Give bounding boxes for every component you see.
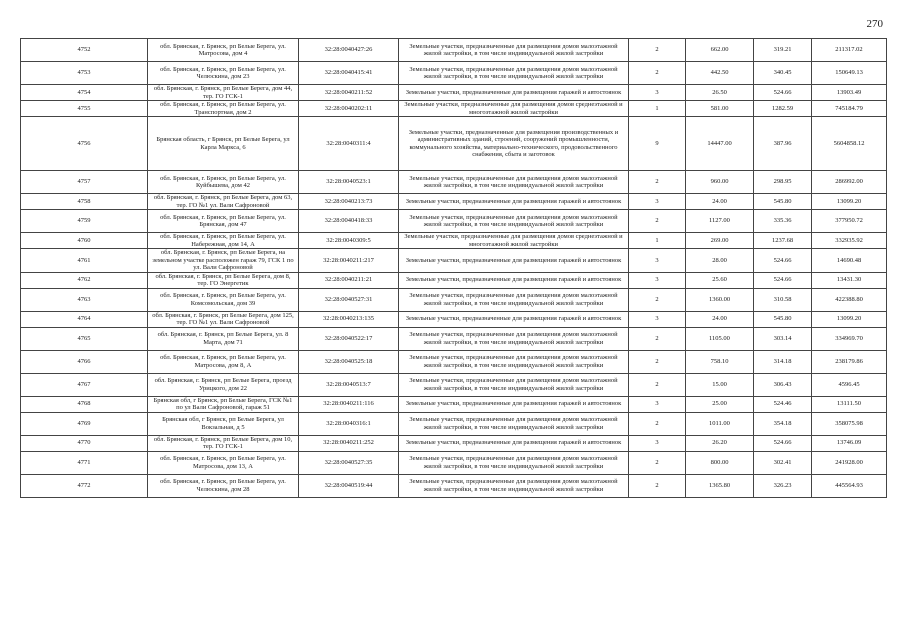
table-row xyxy=(21,396,887,412)
cadastral-value-cell: 745184.79 xyxy=(812,101,887,117)
land-use-cell: Земельные участки, предназначенные для размещения домов малоэтажной жилой застройки, в том числе индивидуальной жилой застройки xyxy=(399,288,629,311)
area-cell: 758.10 xyxy=(686,350,754,373)
row-number: 4765 xyxy=(21,327,148,350)
area-cell: 14447.00 xyxy=(686,117,754,171)
area-cell: 662.00 xyxy=(686,39,754,62)
group-cell: 2 xyxy=(629,474,686,497)
specific-value-cell: 524.66 xyxy=(754,249,812,273)
group-cell: 2 xyxy=(629,39,686,62)
row-number: 4762 xyxy=(21,272,148,288)
area-cell: 24.00 xyxy=(686,311,754,327)
area-cell: 1360.00 xyxy=(686,288,754,311)
cadastral-value-cell: 4596.45 xyxy=(812,373,887,396)
row-number: 4771 xyxy=(21,451,148,474)
specific-value-cell: 545.80 xyxy=(754,311,812,327)
address-cell: обл. Брянская, г. Брянск, рп Белые Берега, ул. 8 Марта, дом 71 xyxy=(148,327,299,350)
land-use-cell: Земельные участки, предназначенные для размещения гаражей и автостоянок xyxy=(399,249,629,273)
specific-value-cell: 326.23 xyxy=(754,474,812,497)
row-number: 4760 xyxy=(21,233,148,249)
cadastral-value-cell: 13903.49 xyxy=(812,85,887,101)
address-cell: обл. Брянская, г. Брянск, рп Белые Берега, ул. Комсомольская, дом 39 xyxy=(148,288,299,311)
cadastral-value-cell: 5604858.12 xyxy=(812,117,887,171)
cadastral-number-cell: 32:28:0040309:5 xyxy=(299,233,399,249)
cadastral-number-cell: 32:28:0040211:52 xyxy=(299,85,399,101)
group-cell: 1 xyxy=(629,101,686,117)
row-number: 4757 xyxy=(21,171,148,194)
table-row xyxy=(21,85,887,101)
specific-value-cell: 524.46 xyxy=(754,396,812,412)
group-cell: 3 xyxy=(629,249,686,273)
group-cell: 3 xyxy=(629,85,686,101)
table-row xyxy=(21,327,887,350)
group-cell: 2 xyxy=(629,171,686,194)
group-cell: 2 xyxy=(629,288,686,311)
cadastral-value-table xyxy=(20,38,887,498)
land-use-cell: Земельные участки, предназначенные для размещения домов малоэтажной жилой застройки, в том числе индивидуальной жилой застройки xyxy=(399,62,629,85)
cadastral-number-cell: 32:28:0040211:116 xyxy=(299,396,399,412)
specific-value-cell: 319.21 xyxy=(754,39,812,62)
cadastral-value-cell: 14690.48 xyxy=(812,249,887,273)
cadastral-number-cell: 32:28:0040213:135 xyxy=(299,311,399,327)
table-row xyxy=(21,451,887,474)
cadastral-number-cell: 32:28:0040527:35 xyxy=(299,451,399,474)
address-cell: обл. Брянская, г. Брянск, рп Белые Берега, дом 125, тер. ГО №1 ул. Вали Сафроновой xyxy=(148,311,299,327)
address-cell: обл. Брянская, г. Брянск, рп Белые Берега, ул. Матросова, дом 13, А xyxy=(148,451,299,474)
area-cell: 25.60 xyxy=(686,272,754,288)
specific-value-cell: 545.80 xyxy=(754,194,812,210)
specific-value-cell: 1237.68 xyxy=(754,233,812,249)
address-cell: обл. Брянская, г. Брянск, рп Белые Берега, ул. Матросова, дом 8, А xyxy=(148,350,299,373)
area-cell: 1105.00 xyxy=(686,327,754,350)
table-row xyxy=(21,171,887,194)
area-cell: 1365.80 xyxy=(686,474,754,497)
area-cell: 442.50 xyxy=(686,62,754,85)
cadastral-value-cell: 377950.72 xyxy=(812,210,887,233)
cadastral-value-cell: 445564.93 xyxy=(812,474,887,497)
table-row xyxy=(21,288,887,311)
specific-value-cell: 387.96 xyxy=(754,117,812,171)
group-cell: 9 xyxy=(629,117,686,171)
cadastral-value-cell: 13431.30 xyxy=(812,272,887,288)
group-cell: 2 xyxy=(629,327,686,350)
cadastral-number-cell: 32:28:0040316:1 xyxy=(299,412,399,435)
cadastral-value-cell: 238179.86 xyxy=(812,350,887,373)
row-number: 4753 xyxy=(21,62,148,85)
specific-value-cell: 524.66 xyxy=(754,85,812,101)
cadastral-number-cell: 32:28:0040213:73 xyxy=(299,194,399,210)
group-cell: 3 xyxy=(629,435,686,451)
address-cell: обл. Брянская, г. Брянск, рп Белые Берега, ул. Набережная, дом 14, А xyxy=(148,233,299,249)
specific-value-cell: 306.43 xyxy=(754,373,812,396)
group-cell: 3 xyxy=(629,194,686,210)
land-use-cell: Земельные участки, предназначенные для размещения гаражей и автостоянок xyxy=(399,396,629,412)
address-cell: обл. Брянская, г. Брянск, рп Белые Берега, дом 63, тер. ГО №1 ул. Вали Сафроновой xyxy=(148,194,299,210)
address-cell: обл. Брянская, г. Брянск, рп Белые Берега, дом 10, тер. ГО ГСК-1 xyxy=(148,435,299,451)
row-number: 4764 xyxy=(21,311,148,327)
specific-value-cell: 303.14 xyxy=(754,327,812,350)
row-number: 4761 xyxy=(21,249,148,273)
land-use-cell: Земельные участки, предназначенные для размещения домов малоэтажной жилой застройки, в том числе индивидуальной жилой застройки xyxy=(399,474,629,497)
area-cell: 28.00 xyxy=(686,249,754,273)
specific-value-cell: 524.66 xyxy=(754,272,812,288)
cadastral-value-cell: 286992.00 xyxy=(812,171,887,194)
row-number: 4766 xyxy=(21,350,148,373)
table-row xyxy=(21,272,887,288)
cadastral-value-cell: 334969.70 xyxy=(812,327,887,350)
land-use-cell: Земельные участки, предназначенные для размещения домов малоэтажной жилой застройки, в том числе индивидуальной жилой застройки xyxy=(399,373,629,396)
cadastral-value-cell: 13111.50 xyxy=(812,396,887,412)
land-use-cell: Земельные участки, предназначенные для размещения гаражей и автостоянок xyxy=(399,85,629,101)
area-cell: 25.00 xyxy=(686,396,754,412)
specific-value-cell: 298.95 xyxy=(754,171,812,194)
land-use-cell: Земельные участки, предназначенные для размещения домов среднеэтажной и многоэтажной жилой застройки xyxy=(399,101,629,117)
specific-value-cell: 524.66 xyxy=(754,435,812,451)
area-cell: 581.00 xyxy=(686,101,754,117)
group-cell: 3 xyxy=(629,272,686,288)
cadastral-number-cell: 32:28:0040202:11 xyxy=(299,101,399,117)
table-row xyxy=(21,39,887,62)
cadastral-number-cell: 32:28:0040525:18 xyxy=(299,350,399,373)
cadastral-value-cell: 13746.09 xyxy=(812,435,887,451)
address-cell: Брянская область, г Брянск, рп Белые Берега, ул Карла Маркса, 6 xyxy=(148,117,299,171)
table-row xyxy=(21,474,887,497)
area-cell: 960.00 xyxy=(686,171,754,194)
address-cell: обл. Брянская, г. Брянск, рп Белые Берега, ул. Транспортная, дом 2 xyxy=(148,101,299,117)
cadastral-number-cell: 32:28:0040415:41 xyxy=(299,62,399,85)
cadastral-number-cell: 32:28:0040519:44 xyxy=(299,474,399,497)
cadastral-value-cell: 422388.80 xyxy=(812,288,887,311)
address-cell: обл. Брянская, г. Брянск, рп Белые Берега, ул. Брянская, дом 47 xyxy=(148,210,299,233)
cadastral-number-cell: 32:28:0040527:31 xyxy=(299,288,399,311)
area-cell: 26.20 xyxy=(686,435,754,451)
table-row xyxy=(21,62,887,85)
group-cell: 1 xyxy=(629,233,686,249)
area-cell: 26.50 xyxy=(686,85,754,101)
area-cell: 1127.00 xyxy=(686,210,754,233)
cadastral-value-cell: 332935.92 xyxy=(812,233,887,249)
address-cell: обл. Брянская, г. Брянск, рп Белые Берега, на земельном участке расположен гараж 79, ГСК 1 по ул. Вали Сафроновой xyxy=(148,249,299,273)
cadastral-number-cell: 32:28:0040522:17 xyxy=(299,327,399,350)
cadastral-value-cell: 13099.20 xyxy=(812,194,887,210)
land-use-cell: Земельные участки, предназначенные для размещения домов малоэтажной жилой застройки, в том числе индивидуальной жилой застройки xyxy=(399,451,629,474)
cadastral-value-cell: 150649.13 xyxy=(812,62,887,85)
table-row xyxy=(21,311,887,327)
area-cell: 800.00 xyxy=(686,451,754,474)
row-number: 4758 xyxy=(21,194,148,210)
cadastral-value-cell: 13099.20 xyxy=(812,311,887,327)
cadastral-number-cell: 32:28:0040427:26 xyxy=(299,39,399,62)
land-use-cell: Земельные участки, предназначенные для размещения домов малоэтажной жилой застройки, в том числе индивидуальной жилой застройки xyxy=(399,39,629,62)
address-cell: обл. Брянская, г. Брянск, рп Белые Берега, ул. Челюскина, дом 28 xyxy=(148,474,299,497)
address-cell: обл. Брянская, г. Брянск, рп Белые Берега, дом 44, тер. ГО ГСК-1 xyxy=(148,85,299,101)
group-cell: 2 xyxy=(629,350,686,373)
specific-value-cell: 314.18 xyxy=(754,350,812,373)
group-cell: 2 xyxy=(629,451,686,474)
group-cell: 2 xyxy=(629,412,686,435)
table-row xyxy=(21,350,887,373)
row-number: 4754 xyxy=(21,85,148,101)
land-use-cell: Земельные участки, предназначенные для размещения гаражей и автостоянок xyxy=(399,311,629,327)
table-row xyxy=(21,194,887,210)
row-number: 4755 xyxy=(21,101,148,117)
land-use-cell: Земельные участки, предназначенные для размещения гаражей и автостоянок xyxy=(399,435,629,451)
area-cell: 269.00 xyxy=(686,233,754,249)
specific-value-cell: 1282.59 xyxy=(754,101,812,117)
cadastral-number-cell: 32:28:0040523:1 xyxy=(299,171,399,194)
table-row xyxy=(21,249,887,273)
table-row xyxy=(21,101,887,117)
table-row xyxy=(21,210,887,233)
cadastral-number-cell: 32:28:0040418:33 xyxy=(299,210,399,233)
cadastral-number-cell: 32:28:0040211:217 xyxy=(299,249,399,273)
land-use-cell: Земельные участки, предназначенные для размещения домов среднеэтажной и многоэтажной жилой застройки xyxy=(399,233,629,249)
group-cell: 2 xyxy=(629,62,686,85)
table-row xyxy=(21,435,887,451)
specific-value-cell: 340.45 xyxy=(754,62,812,85)
row-number: 4763 xyxy=(21,288,148,311)
land-use-cell: Земельные участки, предназначенные для размещения домов малоэтажной жилой застройки, в том числе индивидуальной жилой застройки xyxy=(399,350,629,373)
row-number: 4752 xyxy=(21,39,148,62)
specific-value-cell: 310.58 xyxy=(754,288,812,311)
group-cell: 2 xyxy=(629,373,686,396)
row-number: 4756 xyxy=(21,117,148,171)
table-row xyxy=(21,373,887,396)
group-cell: 3 xyxy=(629,311,686,327)
cadastral-value-cell: 358075.98 xyxy=(812,412,887,435)
table-row xyxy=(21,412,887,435)
group-cell: 3 xyxy=(629,396,686,412)
row-number: 4759 xyxy=(21,210,148,233)
address-cell: Брянская обл, г Брянск, рп Белые Берега, ГСК №1 по ул Вали Сафроновой, гараж 51 xyxy=(148,396,299,412)
address-cell: обл. Брянская, г. Брянск, рп Белые Берега, дом 8, тер. ГО Энергетик xyxy=(148,272,299,288)
cadastral-number-cell: 32:28:0040513:7 xyxy=(299,373,399,396)
cadastral-number-cell: 32:28:0040211:21 xyxy=(299,272,399,288)
address-cell: обл. Брянская, г. Брянск, рп Белые Берега, проезд Урицкого, дом 22 xyxy=(148,373,299,396)
land-use-cell: Земельные участки, предназначенные для размещения производственных и административных зданий, строений, сооружений промышленности, коммунального хозяйства, материально-технического, продовольственного снабжения, сбыта и заготовок xyxy=(399,117,629,171)
cadastral-number-cell: 32:28:0040311:4 xyxy=(299,117,399,171)
land-use-cell: Земельные участки, предназначенные для размещения гаражей и автостоянок xyxy=(399,194,629,210)
cadastral-value-cell: 241928.00 xyxy=(812,451,887,474)
row-number: 4770 xyxy=(21,435,148,451)
area-cell: 15.00 xyxy=(686,373,754,396)
cadastral-number-cell: 32:28:0040211:252 xyxy=(299,435,399,451)
land-use-cell: Земельные участки, предназначенные для размещения домов малоэтажной жилой застройки, в том числе индивидуальной жилой застройки xyxy=(399,412,629,435)
page-number: 270 xyxy=(866,18,883,30)
address-cell: обл. Брянская, г. Брянск, рп Белые Берега, ул. Челюскина, дом 23 xyxy=(148,62,299,85)
table-row xyxy=(21,233,887,249)
land-use-cell: Земельные участки, предназначенные для размещения домов малоэтажной жилой застройки, в том числе индивидуальной жилой застройки xyxy=(399,210,629,233)
table-row xyxy=(21,117,887,171)
address-cell: обл. Брянская, г. Брянск, рп Белые Берега, ул. Куйбышева, дом 42 xyxy=(148,171,299,194)
area-cell: 24.00 xyxy=(686,194,754,210)
specific-value-cell: 302.41 xyxy=(754,451,812,474)
row-number: 4767 xyxy=(21,373,148,396)
land-use-cell: Земельные участки, предназначенные для размещения домов малоэтажной жилой застройки, в том числе индивидуальной жилой застройки xyxy=(399,171,629,194)
row-number: 4772 xyxy=(21,474,148,497)
address-cell: Брянская обл, г Брянск, рп Белые Берега, ул Вокзальная, д 5 xyxy=(148,412,299,435)
row-number: 4768 xyxy=(21,396,148,412)
specific-value-cell: 354.18 xyxy=(754,412,812,435)
area-cell: 1011.00 xyxy=(686,412,754,435)
address-cell: обл. Брянская, г. Брянск, рп Белые Берега, ул. Матросова, дом 4 xyxy=(148,39,299,62)
specific-value-cell: 335.36 xyxy=(754,210,812,233)
land-use-cell: Земельные участки, предназначенные для размещения домов малоэтажной жилой застройки, в том числе индивидуальной жилой застройки xyxy=(399,327,629,350)
row-number: 4769 xyxy=(21,412,148,435)
land-use-cell: Земельные участки, предназначенные для размещения гаражей и автостоянок xyxy=(399,272,629,288)
cadastral-value-cell: 211317.02 xyxy=(812,39,887,62)
group-cell: 2 xyxy=(629,210,686,233)
